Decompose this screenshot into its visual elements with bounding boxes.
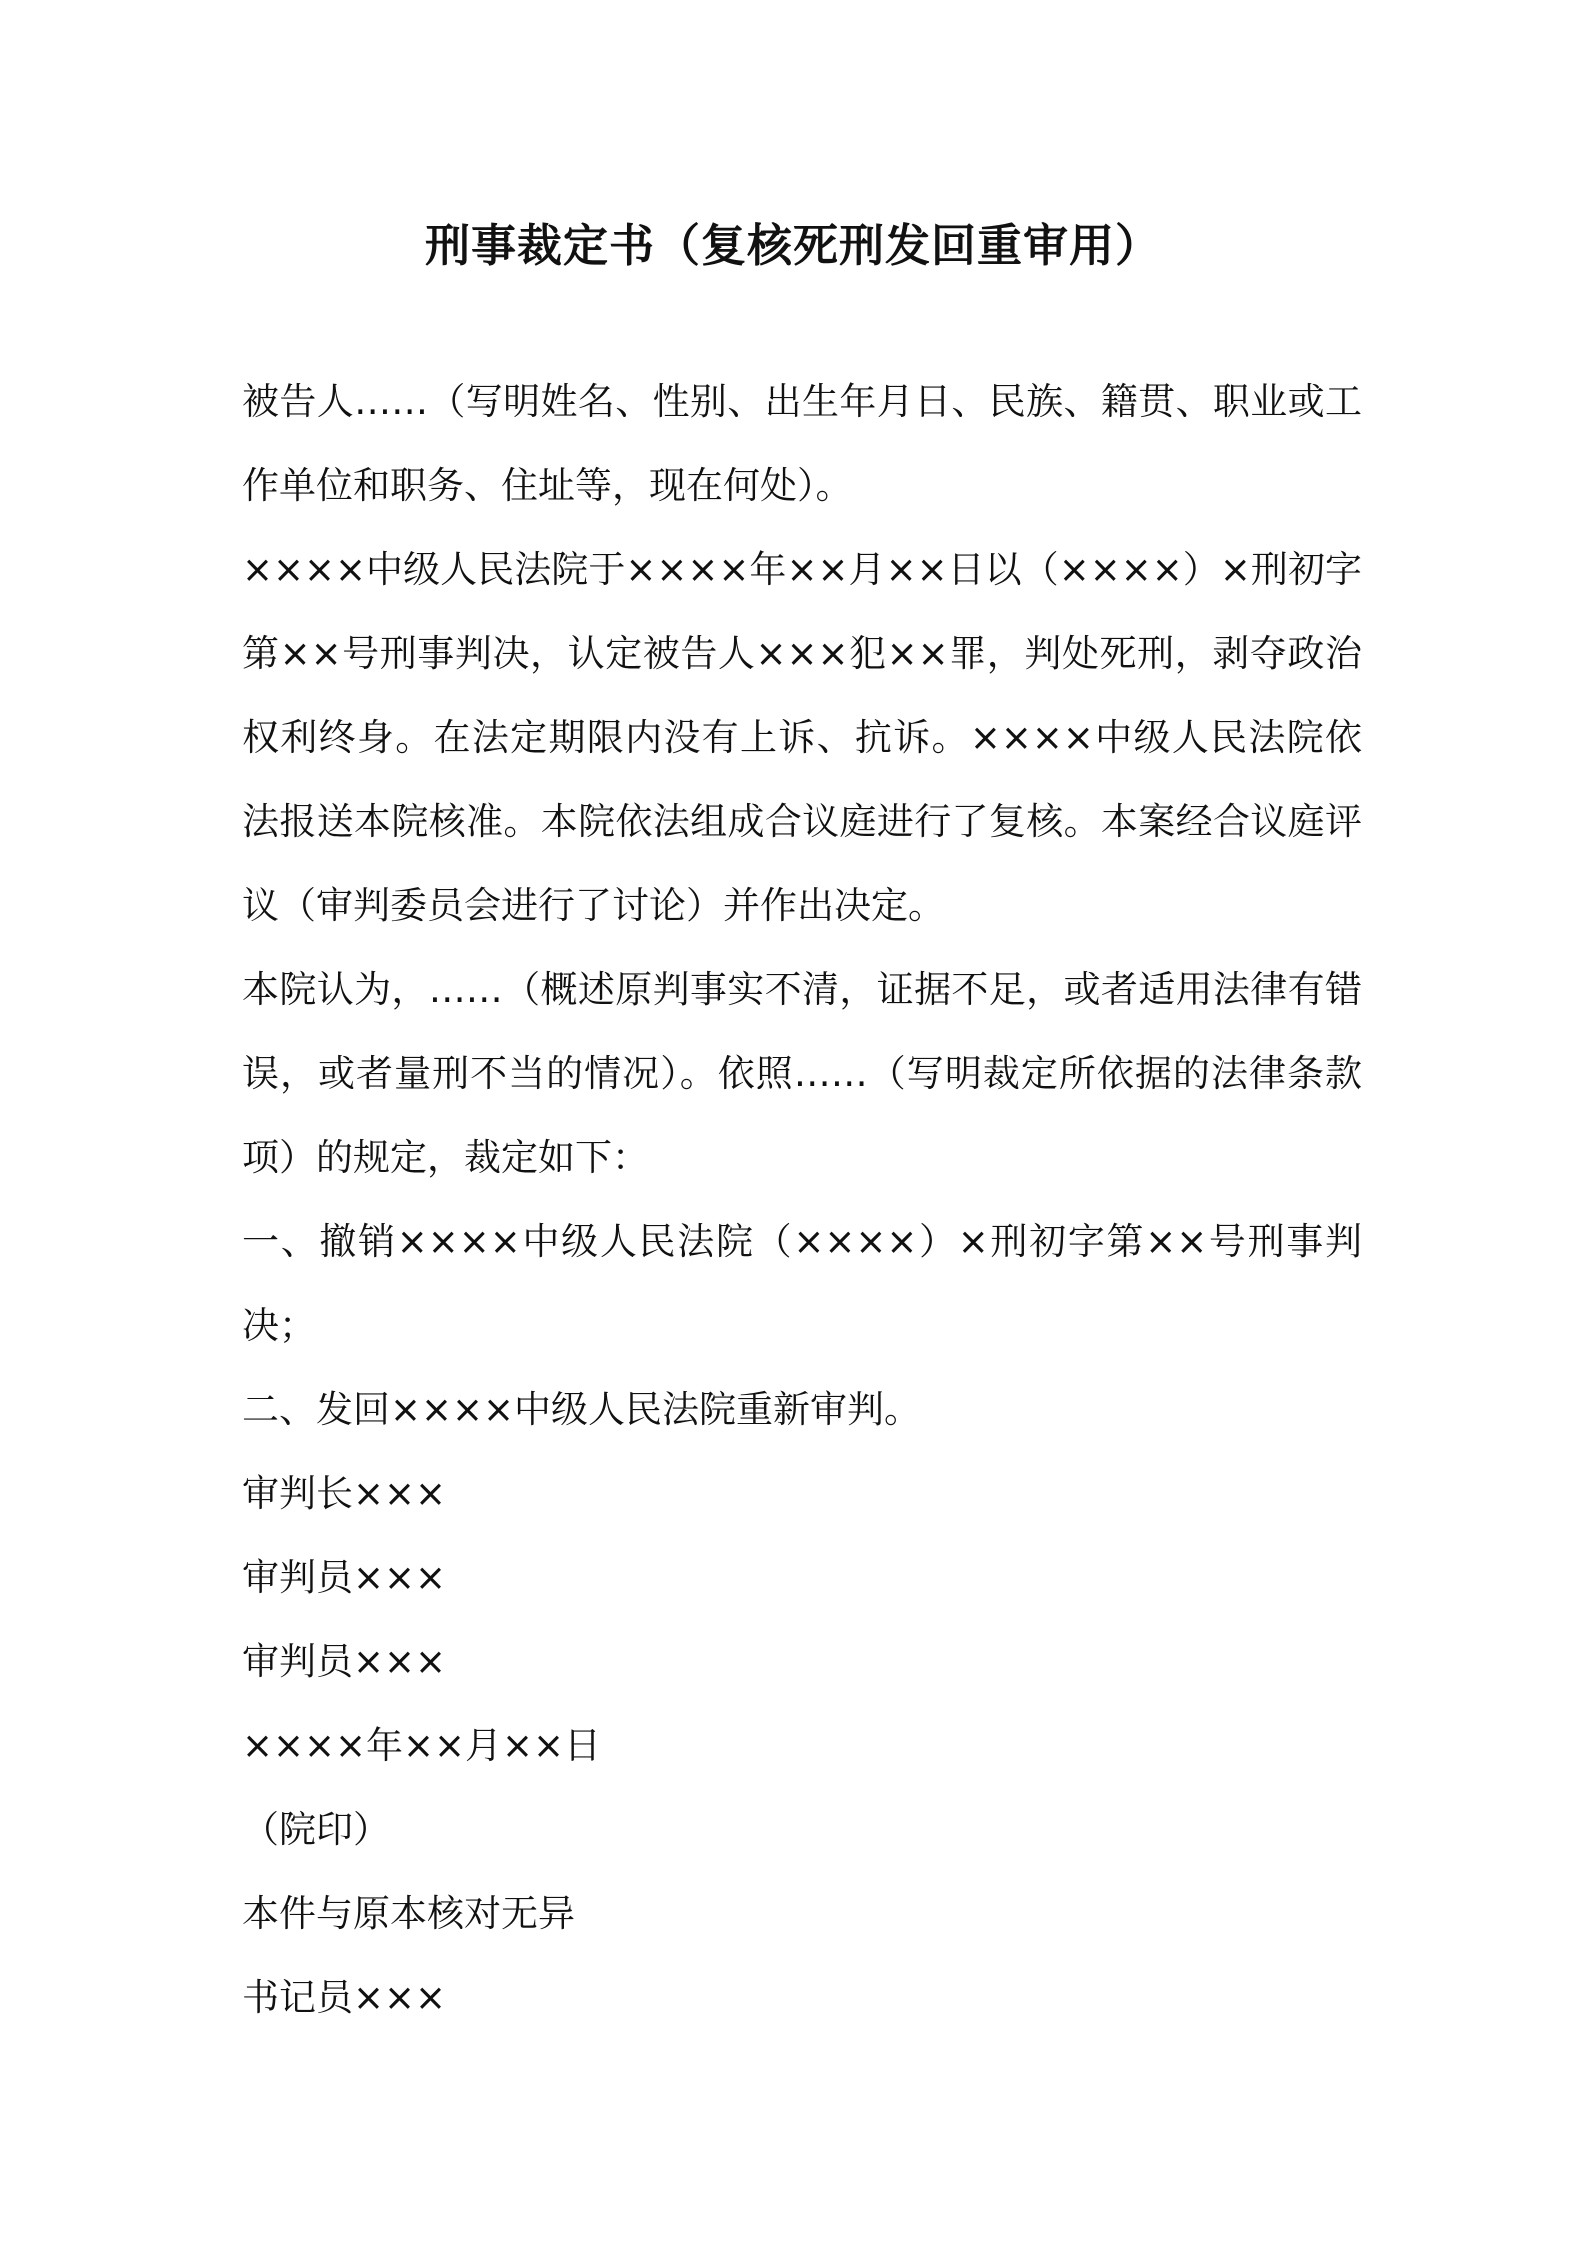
signature-judge-2: 审判员×××: [242, 1640, 447, 1683]
document-title: 刑事裁定书（复核死刑发回重审用）: [424, 219, 1161, 272]
verification-note: 本件与原本核对无异: [242, 1892, 575, 1935]
ruling-item-2: 二、发回××××中级人民法院重新审判。: [242, 1388, 922, 1431]
signature-clerk: 书记员×××: [242, 1976, 447, 2019]
court-seal-note: （院印）: [242, 1808, 390, 1851]
signature-chief-judge: 审判长×××: [242, 1472, 447, 1515]
signature-judge-1: 审判员×××: [242, 1556, 447, 1599]
ruling-item-1: 一、撤销××××中级人民法院（××××）×刑初字第××号刑事判决；: [242, 1220, 1362, 1347]
document-date: ××××年××月××日: [242, 1724, 602, 1767]
paragraph-case-history: ××××中级人民法院于××××年××月××日以（××××）×刑初字第××号刑事判决，认定被告人×××犯××罪，判处死刑，剥夺政治权利终身。在法定期限内没有上诉、抗诉。××××中级人民法院依法报送本院核准。本院依法组成合议庭进行了复核。本案经合议庭评议（审判委员会进行了讨论）并作出决定。: [242, 548, 1362, 927]
document-body: [242, 360, 1362, 2040]
paragraph-defendant: 被告人……（写明姓名、性别、出生年月日、民族、籍贯、职业或工作单位和职务、住址等，现在何处）。: [242, 380, 1362, 507]
paragraph-court-opinion: 本院认为，……（概述原判事实不清，证据不足，或者适用法律有错误，或者量刑不当的情况）。依照……（写明裁定所依据的法律条款项）的规定，裁定如下：: [242, 968, 1362, 1179]
